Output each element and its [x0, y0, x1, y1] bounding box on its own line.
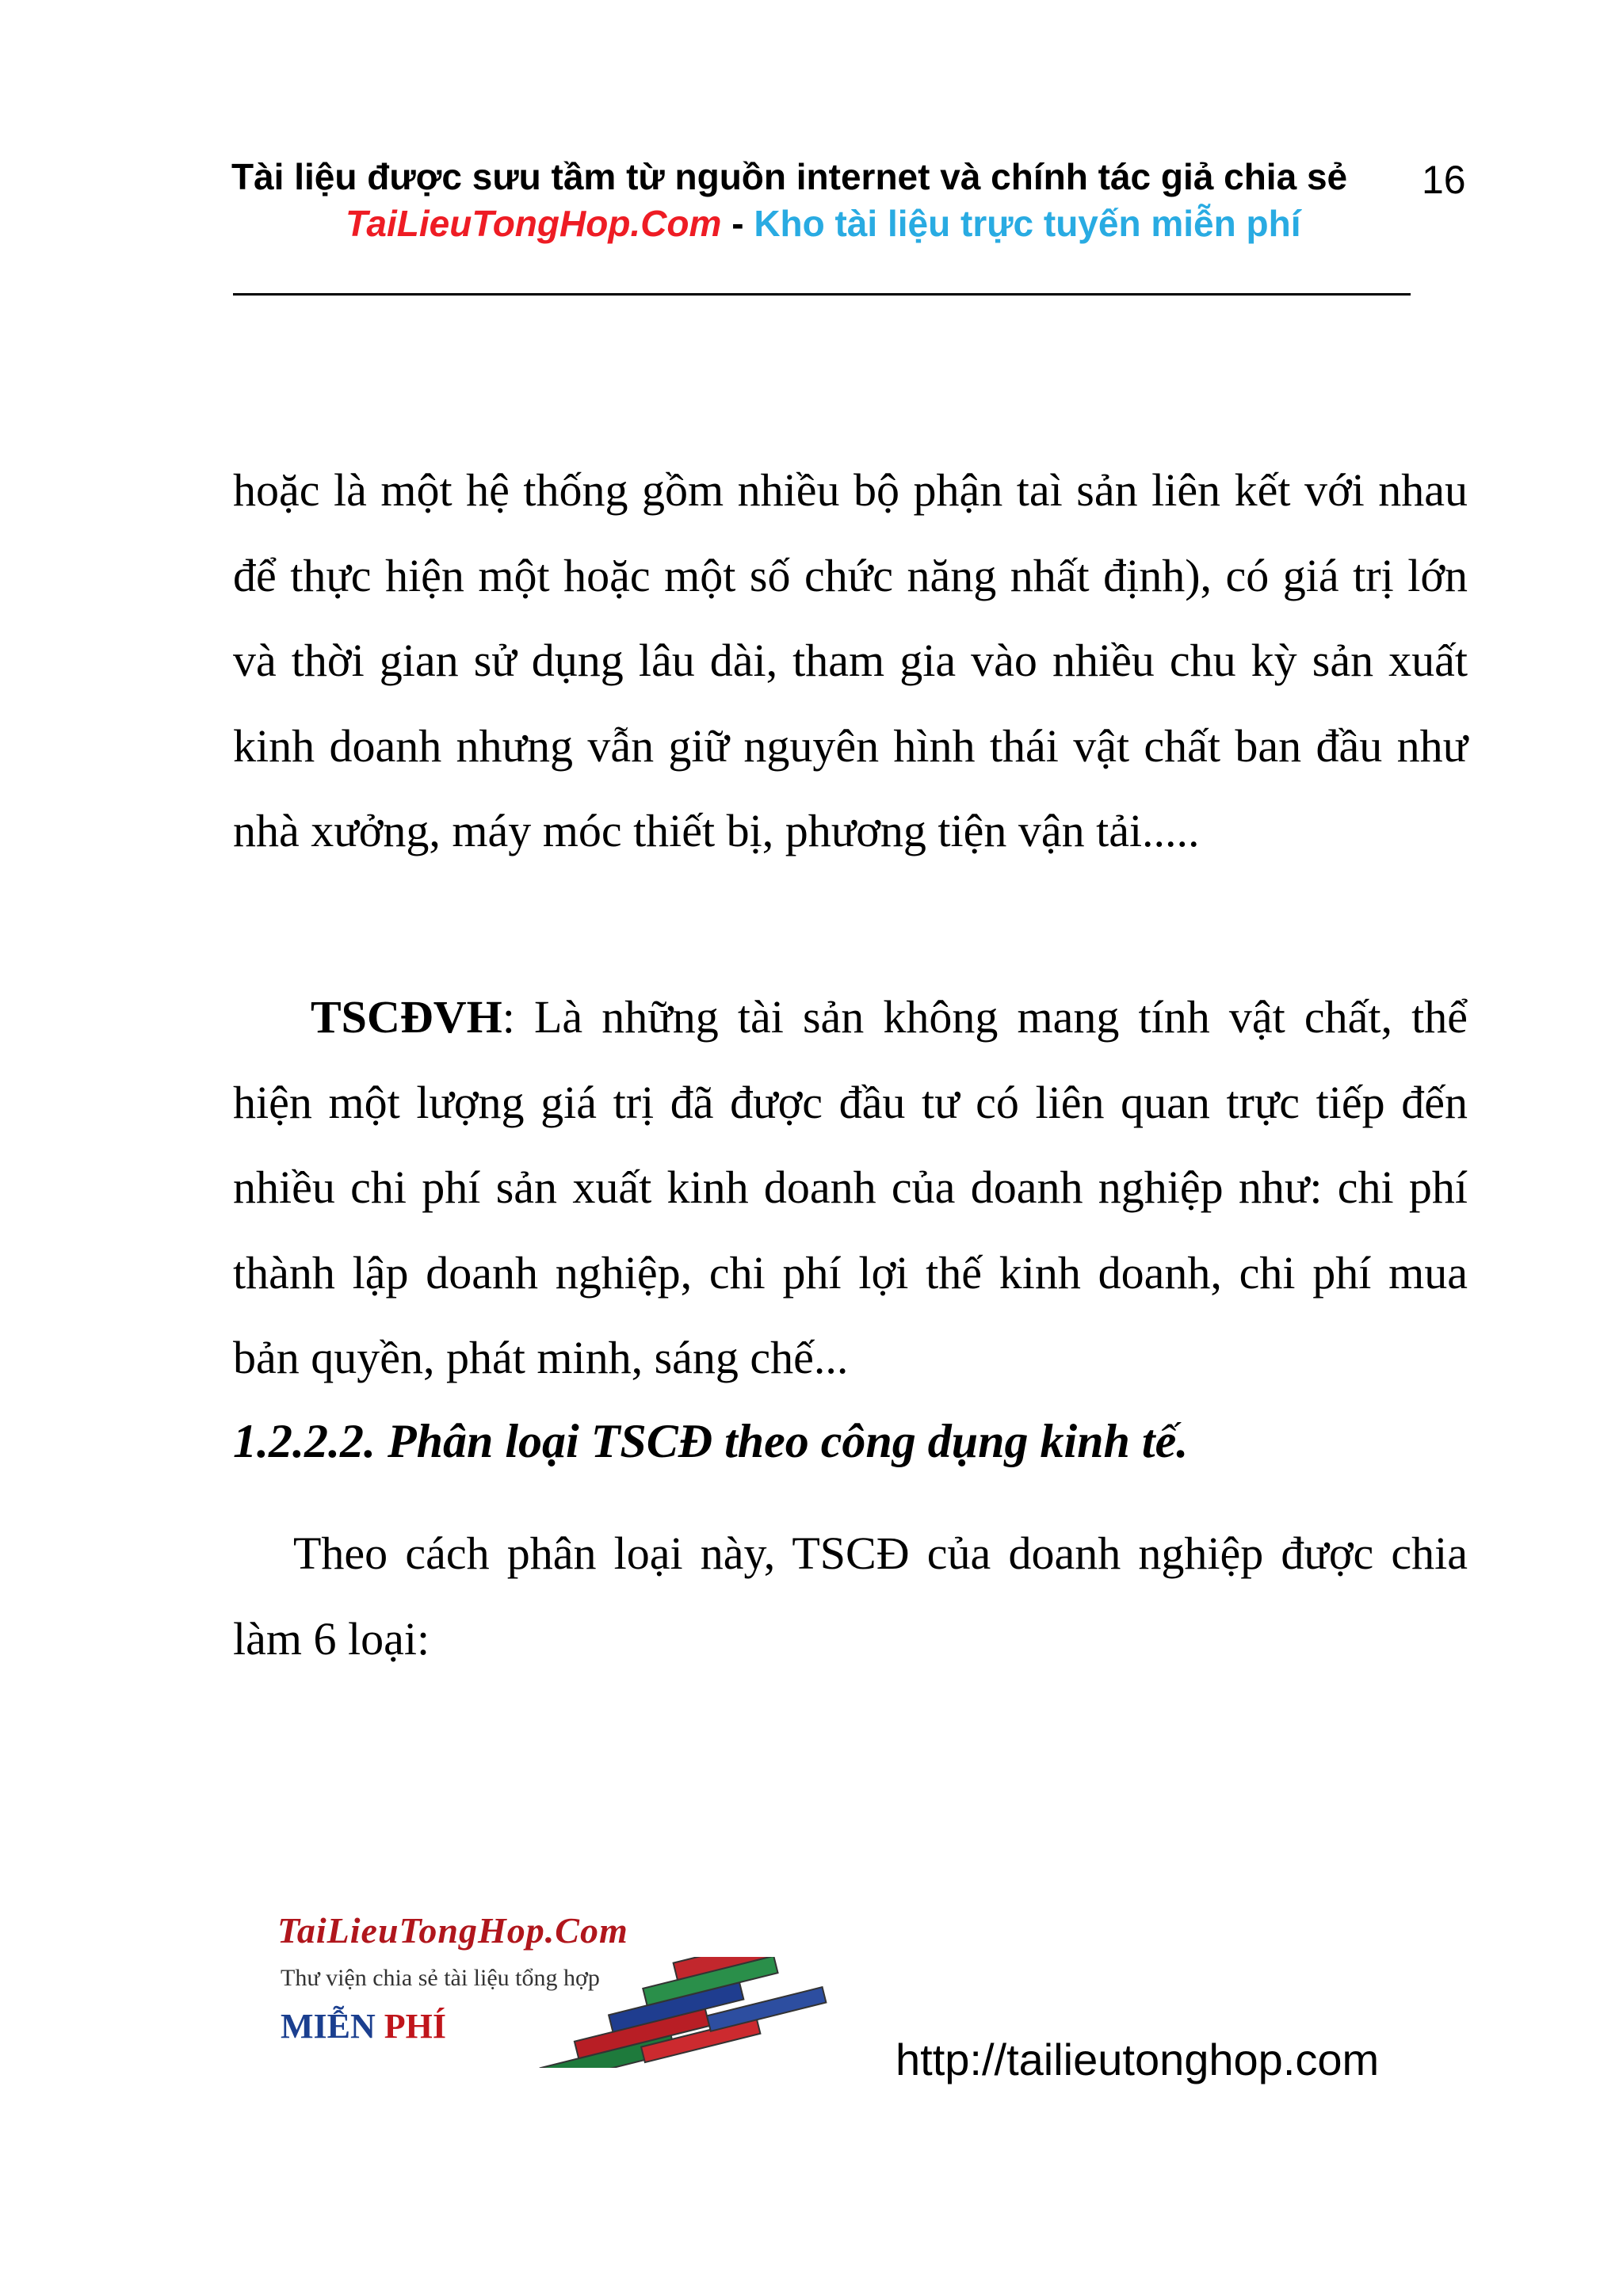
header-divider [233, 293, 1411, 296]
logo-free-label [281, 2006, 446, 2046]
header-source-note: Tài liệu được sưu tầm từ nguồn internet và chính tác giả chia sẻ [231, 156, 1348, 197]
site-logo [277, 1909, 880, 2068]
paragraph-2-text: : Là những tài sản không mang tính vật chất, thể hiện một lượng giá trị đã được đầu tư có liên quan trực tiếp đến nhiều chi phí sản xuất kinh doanh của doanh nghiệp như: chi phí thành lập doanh nghiệp, chi phí lợi thế kinh doanh, chi phí mua bản quyền, phát minh, sáng chế... [233, 991, 1468, 1383]
page-number: 16 [1422, 158, 1466, 202]
section-heading: 1.2.2.2. Phân loại TSCĐ theo công dụng kinh tế. [233, 1415, 1189, 1467]
logo-subtitle: Thư viện chia sẻ tài liệu tổng hợp [281, 1965, 600, 1991]
header-separator: - [721, 203, 754, 244]
site-tagline: Kho tài liệu trực tuyến miễn phí [754, 203, 1301, 244]
paragraph-2 [233, 974, 1468, 1401]
logo-title: TaiLieuTongHop.Com [277, 1910, 628, 1951]
term-tscdvh: TSCĐVH [311, 991, 502, 1043]
site-name: TaiLieuTongHop.Com [346, 203, 722, 244]
paragraph-3: Theo cách phân loại này, TSCĐ của doanh nghiệp được chia làm 6 loại: [233, 1527, 1468, 1665]
logo-free-word-2: PHÍ [384, 2007, 447, 2046]
paragraph-1: hoặc là một hệ thống gồm nhiều bộ phận taì sản liên kết với nhau để thực hiện một hoặc một số chức năng nhất định), có giá trị lớn và thời gian sử dụng lâu dài, tham gia vào nhiều chu kỳ sản xuất kinh doanh nhưng vẫn giữ nguyên hình thái vật chất ban đầu như nhà xưởng, máy móc thiết bị, phương tiện vận tải..... [233, 464, 1468, 856]
header-site-line [346, 202, 1300, 245]
logo-free-word-1: MIỄN [281, 2007, 376, 2046]
books-icon [515, 1957, 848, 2068]
footer-url: http://tailieutonghop.com [896, 2035, 1380, 2084]
